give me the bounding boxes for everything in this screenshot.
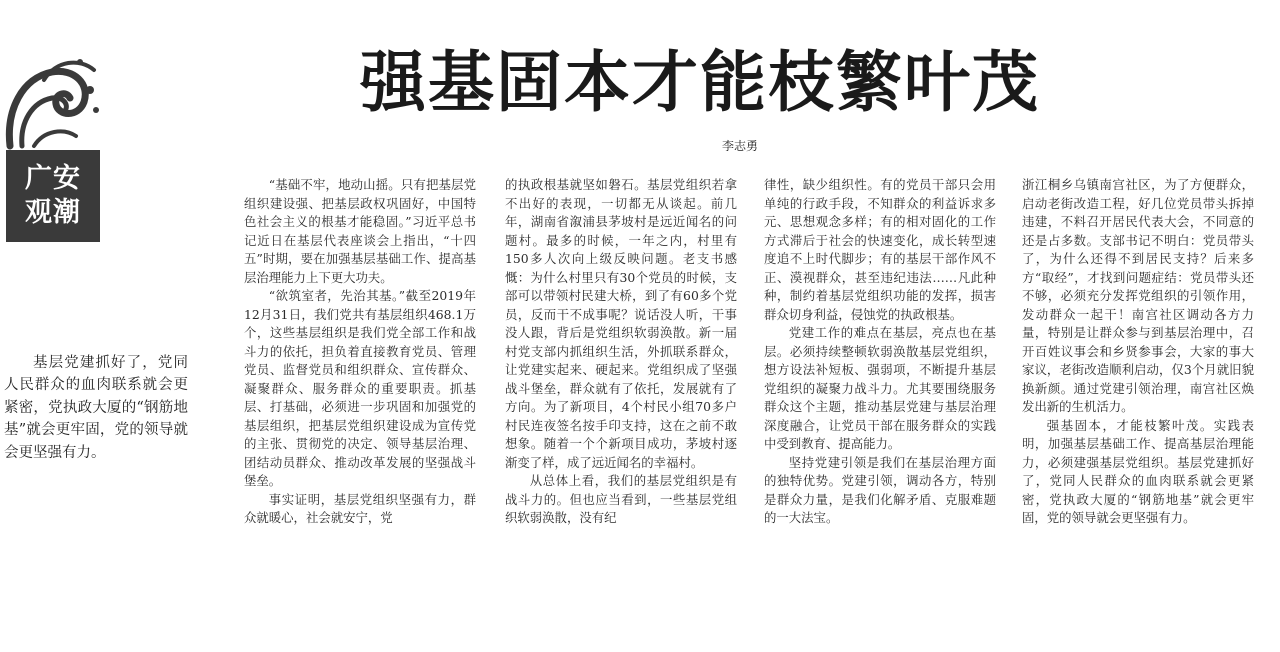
column-logo — [4, 50, 102, 245]
column-name-line2: 观潮 — [25, 197, 81, 228]
column-name-line1: 广安 — [25, 163, 81, 194]
article-column-2 — [505, 176, 737, 616]
paragraph: “欲筑室者，先治其基。”截至2019年12月31日，我们党共有基层组织468.1万个，这些基层组织是我们党全部工作和战斗力的依托，担负着直接教育党员、管理党员、监督党员和组织群众、宣传群众、凝聚群众、服务群众的重要职责。抓基层、打基础，必须进一步巩固和加强党的基层组织，把基层党组织建设成为宣传党的主张、贯彻党的决定、领导基层治理、团结动员群众、推动改革发展的坚强战斗堡垒。 — [244, 288, 476, 488]
paragraph: 浙江桐乡乌镇南宫社区，为了方便群众，启动老街改造工程，好几位党员带头拆掉违建，不料召开居民代表大会，不同意的还是占多数。支部书记不明白：党员带头了，为什么还得不到居民支持？后来多方“取经”，才找到问题症结：党员带头还不够，必须充分发挥党组织的引领作用，发动群众一起干！南宫社区调动各方力量，特别是让群众参与到基层治理中，召开百姓议事会和乡贤参事会，大家的事大家议，老街改造顺利启动，仅3个月就旧貌换新颜。通过党建引领治理，南宫社区焕发出新的生机活力。 — [1022, 177, 1254, 414]
paragraph: “基础不牢，地动山摇。只有把基层党组织建设强、把基层政权巩固好，中国特色社会主义的根基才能稳固。”习近平总书记近日在基层代表座谈会上指出，“十四五”时期，要在加强基层基础工作、提高基层治理能力上下更大功夫。 — [244, 177, 476, 285]
paragraph: 坚持党建引领是我们在基层治理方面的独特优势。党建引领，调动各方，特别是群众力量，是我们化解矛盾、克服难题的一大法宝。 — [764, 454, 996, 525]
article-author: 李志勇 — [722, 139, 759, 153]
article-lead — [4, 352, 188, 464]
paragraph: 的执政根基就坚如磐石。基层党组织若拿不出好的表现，一切都无从谈起。前几年，湖南省溆浦县茅坡村是远近闻名的问题村。最多的时候，一年之内，村里有150多人次向上级反映问题。老支书感慨：为什么村里只有30个党员的时候，支部可以带领村民建大桥，到了有60多个党员，反而干不成事呢？说话没人听，干事没人跟，背后是党组织软弱涣散。新一届村党支部内抓组织生活，外抓联系群众，让党建实起来、硬起来。党组织成了坚强战斗堡垒，群众就有了依托，发展就有了方向。为了新项目，4个村民小组70多户村民连夜签名按手印支持，这在之前不敢想象。随着一个个新项目成功，茅坡村逐渐变了样，成了远近闻名的幸福村。 — [505, 177, 737, 470]
article-column-3 — [764, 176, 996, 616]
article-column-1 — [244, 176, 476, 616]
paragraph: 事实证明，基层党组织坚强有力，群众就暖心，社会就安宁，党 — [244, 491, 476, 525]
article-column-4 — [1022, 176, 1254, 616]
column-name-box — [6, 150, 100, 242]
article-title: 强基固本才能枝繁叶茂 — [360, 44, 1040, 121]
wave-swirl-icon — [4, 50, 102, 150]
paragraph: 律性，缺少组织性。有的党员干部只会用单纯的行政手段，不知群众的利益诉求多元、思想观念多样；有的相对固化的工作方式滞后于社会的快速变化，成长转型速度追不上时代脚步；有的基层干部作风不正、漠视群众，甚至违纪违法……凡此种种，制约着基层党组织功能的发挥，损害群众切身利益，侵蚀党的执政根基。 — [764, 177, 996, 322]
lead-paragraph: 基层党建抓好了，党同人民群众的血肉联系就会更紧密，党执政大厦的“钢筋地基”就会更牢固，党的领导就会更坚强有力。 — [4, 355, 188, 461]
paragraph: 党建工作的难点在基层，亮点也在基层。必须持续整顿软弱涣散基层党组织，想方设法补短板、强弱项，不断提升基层党组织的凝聚力战斗力。尤其要围绕服务群众这个主题，推动基层党建与基层治理深度融合，让党员干部在服务群众的实践中受到教育、提高能力。 — [764, 325, 996, 451]
paragraph: 强基固本，才能枝繁叶茂。实践表明，加强基层基础工作、提高基层治理能力，必须建强基层党组织。基层党建抓好了，党同人民群众的血肉联系就会更紧密，党执政大厦的“钢筋地基”就会更牢固，党的领导就会更坚强有力。 — [1022, 417, 1254, 525]
paragraph: 从总体上看，我们的基层党组织是有战斗力的。但也应当看到，一些基层党组织软弱涣散，没有纪 — [505, 473, 737, 525]
